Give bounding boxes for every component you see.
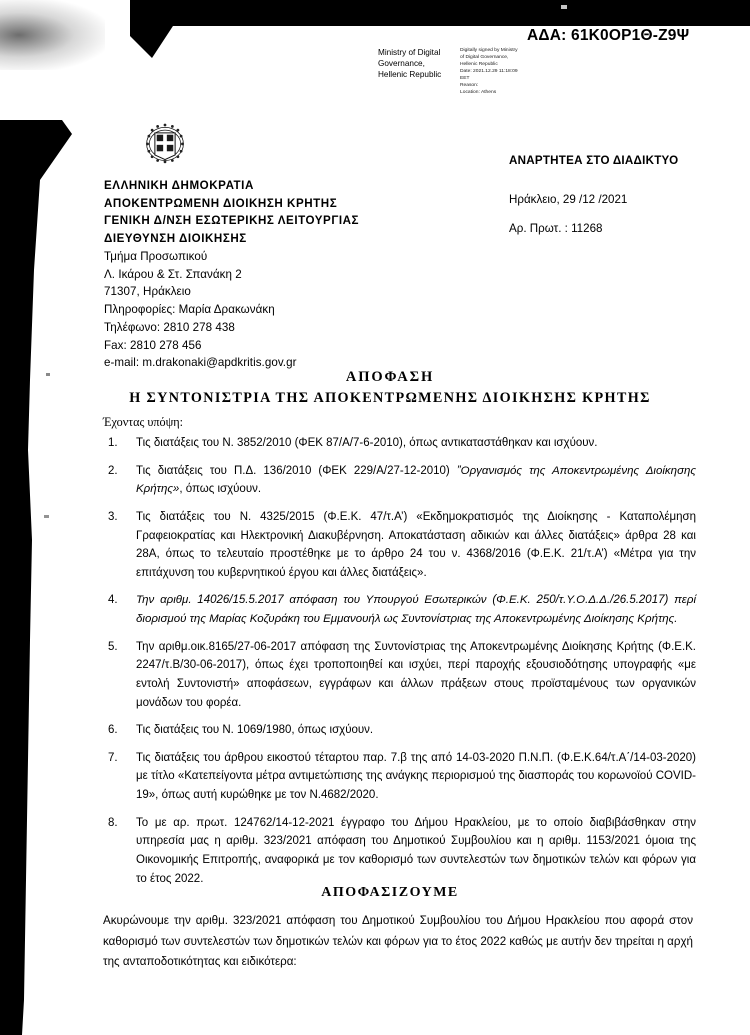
consideration-item [103,814,696,889]
scan-speck [46,373,50,376]
letterhead-contact-person: Πληροφορίες: Μαρία Δρακωνάκη [104,303,275,317]
decision-issuing-authority: Η ΣΥΝΤΟΝΙΣΤΡΙΑ ΤΗΣ ΑΠΟΚΕΝΤΡΩΜΕΝΗΣ ΔΙΟΙΚΗΣΗΣ ΚΡΗΤΗΣ [129,390,651,406]
item-text-part-b: , όπως ισχύουν. [179,483,262,496]
item-number: 1. [108,437,118,449]
consideration-item [103,591,696,628]
item-text: Τις διατάξεις του άρθρου εικοστού τέταρτου παρ. 7.β της από 14-03-2020 Π.Ν.Π. (Φ.Ε.Κ.64/τ.Α΄/14-03-2020) με τίτλο «Κατεπείγοντα μέτρα αντιμετώπισης της ανάγκης περιορισμού της διασποράς του κορωνοϊού COVID-19», όπως αυτή κυρώθηκε με τον Ν.4682/2020. [136,751,696,801]
item-text-italic: ”Οργανισμός της Αποκεντρωμένης Διοίκησης Κρήτης» [136,464,696,496]
decision-word: ΑΠΟΦΑΣΗ [345,369,435,385]
letterhead-department: Τμήμα Προσωπικού [104,249,208,263]
signature-authority-line-1: Ministry of Digital [378,48,441,57]
signature-detail-timezone: EET [460,75,470,81]
signature-authority-name [378,48,454,97]
item-number: 4. [108,594,118,607]
item-text: Τις διατάξεις του Ν. 3852/2010 (ΦΕΚ 87/Α/7-6-2010), όπως αντικαταστάθηκαν και ισχύουν. [136,437,598,449]
document-header-right [509,152,739,237]
issue-place-and-date: Ηράκλειο, 29 /12 /2021 [509,193,628,207]
ada-registration-code: ΑΔΑ: 61Κ0ΟΡ1Θ-Ζ9Ψ [527,27,690,44]
scan-speck [561,5,567,9]
signature-detail-reason: Reason: [460,82,479,88]
letterhead [104,177,434,372]
signature-authority-line-2: Governance, [378,58,425,68]
item-number: 7. [108,751,118,764]
consideration-item [103,434,696,453]
scan-shadow-top-wedge [130,0,190,58]
item-text: Τις διατάξεις του Ν. 4325/2015 (Φ.Ε.Κ. 47/τ.Α’) «Εκδημοκρατισμός της Διοίκησης - Καταπολέμηση Γραφειοκρατίας και Ηλεκτρονική Διακυβέρνηση. Αποκατάσταση αδικιών και άλλες διατάξεις» άρθρα 28 και 28Α, όπως το τελευταίο προστέθηκε με το άρθρο 24 του ν. 4368/2016 (Φ.Ε.Κ. 21/τ.Α’) «Μέτρα για την επιτάχυνση του κυβερνητικού έργου και άλλες διατάξεις». [136,510,696,579]
item-number: 2. [108,464,118,477]
considerations-list [103,434,696,897]
decision-title-block [60,369,720,407]
item-text: Την αριθμ.οικ.8165/27-06-2017 απόφαση της Συντονίστριας της Αποκεντρωμένης Διοίκησης Κρήτης (Φ.Ε.Κ. 2247/τ.Β/30-06-2017), όπως έχει τροποποιηθεί και ισχύει, περί παροχής εξουσιοδότησης υπογραφής «με εντολή Συντονιστή» αποφάσεων, εγγράφων και άλλων πράξεων στους προϊσταμένους των οργανικών μονάδων του φορέα. [136,640,696,709]
signature-detail-location: Location: Athens [460,89,497,95]
item-number: 8. [108,816,118,829]
protocol-number: Αρ. Πρωτ. : 11268 [509,221,603,235]
letterhead-email: e-mail: m.drakonaki@apdkritis.gov.gr [104,356,297,370]
item-number: 3. [108,510,118,523]
item-text: Την αριθμ. 14026/15.5.2017 απόφαση του Υπουργού Εσωτερικών (Φ.Ε.Κ. 250/τ.Υ.Ο.Δ.Δ./26.5.2017) περί διορισμού της Μαρίας Κοζυράκη του Εμμανουήλ ως Συντονίστριας της Αποκεντρωμένης Διοίκησης Κρήτης. [136,594,696,625]
hellenic-republic-coat-of-arms-icon [142,120,188,166]
consideration-item [103,749,696,805]
letterhead-general-directorate: ΓΕΝΙΚΗ Δ/ΝΣΗ ΕΣΩΤΕΡΙΚΗΣ ΛΕΙΤΟΥΡΓΙΑΣ [104,214,360,228]
signature-authority-line-3: Hellenic Republic [378,69,442,79]
item-text: Το με αρ. πρωτ. 124762/14-12-2021 έγγραφο του Δήμου Ηρακλείου, με το οποίο διαβιβάσθηκαν στην υπηρεσία μας η αριθμ. 323/2021 απόφαση του Δημοτικού Συμβουλίου και η αριθμ. 1153/2021 όμοια της Οικονομικής Επιτροπής, αναφορικά με τον καθορισμό των συντελεστών των δημοτικών τελών και φόρων για το έτος 2022. [136,816,696,885]
scan-smudge [0,0,105,70]
signature-detail-signed-by: Digitally signed by Ministry [460,48,518,53]
digital-signature-stamp [378,48,578,97]
item-text: Τις διατάξεις του Ν. 1069/1980, όπως ισχύουν. [136,724,374,737]
resolution-body: Ακυρώνουμε την αριθμ. 323/2021 απόφαση του Δημοτικού Συμβουλίου του Δήμου Ηρακλείου που αφορά στον καθορισμό των συντελεστών των δημοτικών τελών και φόρων για το έτος 2022 καθώς με αυτήν δεν τηρείται η αρχή της ανταποδοτικότητας και ειδικότερα: [103,914,693,969]
consideration-item [103,462,696,499]
letterhead-directorate: ΔΙΕΥΘΥΝΣΗ ΔΙΟΙΚΗΣΗΣ [104,232,247,246]
item-text-part-a: Τις διατάξεις του Π.Δ. 136/2010 (ΦΕΚ 229/Α/27-12-2010) [136,464,457,477]
signature-detail-date: Date: 2021.12.29 11:18:09 [460,68,518,74]
letterhead-republic: ΕΛΛΗΝΙΚΗ ΔΗΜΟΚΡΑΤΙΑ [104,179,254,192]
signature-detail-republic: Hellenic Republic [460,61,498,67]
consideration-item [103,721,696,740]
scan-speck [44,515,49,518]
consideration-item [103,638,696,713]
letterhead-phone: Τηλέφωνο: 2810 278 438 [104,320,235,334]
letterhead-fax: Fax: 2810 278 456 [104,338,202,352]
letterhead-decentralized-administration: ΑΠΟΚΕΝΤΡΩΜΕΝΗ ΔΙΟΙΚΗΣΗ ΚΡΗΤΗΣ [104,196,338,210]
signature-details [460,48,572,97]
letterhead-address-street: Λ. Ικάρου & Στ. Σπανάκη 2 [104,267,242,281]
preamble-lead: Έχοντας υπόψη: [103,415,184,429]
signature-detail-signed-by-cont: of Digital Governance, [460,54,509,60]
item-number: 6. [108,724,118,737]
resolution-heading: ΑΠΟΦΑΣΙΖΟΥΜΕ [321,885,459,900]
scan-shadow-top-edge [140,0,750,26]
letterhead-address-city: 71307, Ηράκλειο [104,285,191,299]
item-number: 5. [108,640,118,653]
consideration-item [103,508,696,583]
publication-notice: ΑΝΑΡΤΗΤΕΑ ΣΤΟ ΔΙΑΔΙΚΤΥΟ [509,154,679,167]
